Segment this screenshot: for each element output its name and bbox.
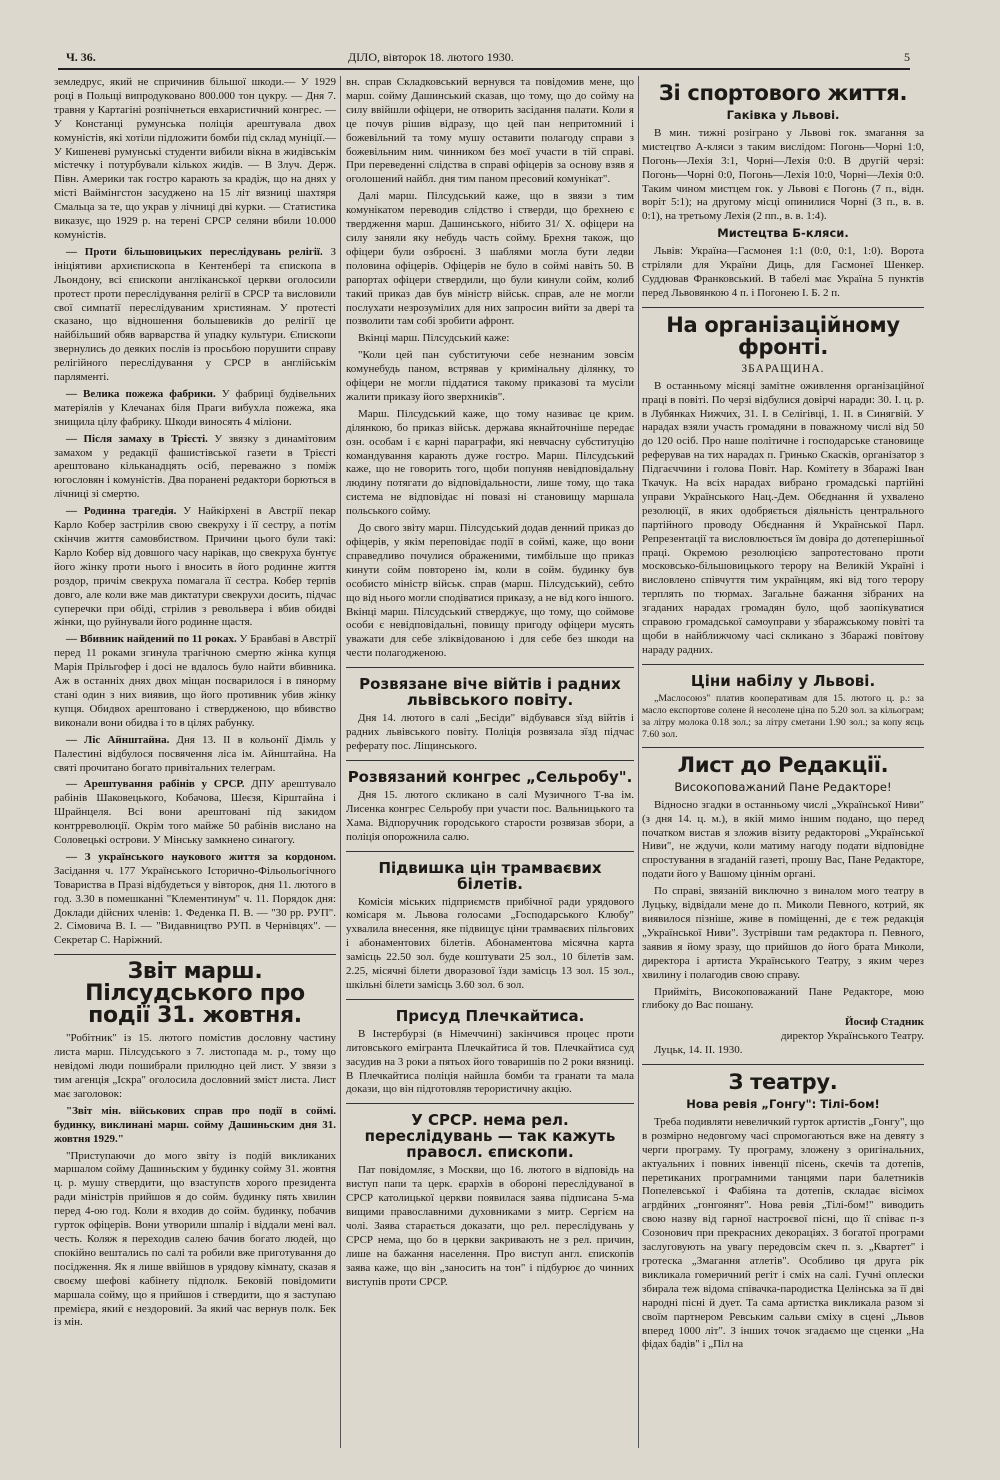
news-item [54, 734, 336, 776]
header-rule [58, 68, 910, 70]
letter-place-date: Луцьк, 14. II. 1930. [654, 1044, 743, 1057]
news-lead: — Проти більшовицьких переслідувань релігії. [66, 245, 323, 258]
news-text: ДПУ арештувало рабінів Шаковецького, Кобачова, Шеєзя, Кірштайна і Шрайнцеля. Всі вони арештовані під закидом контрреволюції. Окрім того майже 50 рабінів вислано на Соловецькі острови. У Мінську замкнено синагогу. [54, 778, 336, 847]
news-text: У фабриці будівельних матеріялів у Клечанах біля Праги вибухла пожежа, яка знищила цілу фабрику. Шкоди виносять 4 міліони. [54, 387, 336, 428]
column-2 [346, 76, 634, 1456]
article-quote-title: "Звіт мін. військових справ про події в соймі. будинку, виклинані марш. сойму Дашиньским дня 31. жовтня 1929." [54, 1104, 336, 1145]
divider [346, 760, 634, 761]
letter-headline: Лист до Редакції. [677, 752, 889, 777]
letter-paragraph: Прийміть, Високоповажаний Пане Редакторе, мою глибоку до Вас пошану. [642, 985, 924, 1012]
article-paragraph: вн. справ Складковський вернувся та повідомив мене, що марш. сойму Дашинський сказав, що тому, що до сойму на силу ввійшли офіцери, не отворить засідання палати. Коли я це почув рішив відразу, що цей пан непритомний і божевільний та тому мушу оставити полагоду справи з божевільним ним. чинником без моєї участи в тій справі. При переведенні слідства в справі офіцерів за основу взяв я оголошений найбл. дня тим паном пресовий комунікат". [346, 76, 634, 186]
article-paragraph: Львів: Україна—Гасмонея 1:1 (0:0, 0:1, 1:0). Ворота стріляли для України Диць, для Гасмонеї Шенкер. Суддював Франковський. В табелі має Україна 5 пунктів перед Львовянкою 4 п. і Погонею І. Б. 2 п. [642, 245, 924, 299]
news-lead: — Родинна трагедія. [66, 505, 177, 518]
article-headline: У СРСР. нема рел. переслідувань — так кажуть правосл. єпископи. [364, 1111, 616, 1162]
column-3 [642, 76, 924, 1456]
article-headline: Розвязане віче війтів і радних львівського повіту. [359, 675, 621, 710]
news-text: Засідання ч. 177 Українського Історично-Фільольогічного Товариства в Празі відбудеться у вівторок, дня 11. лютого в год. 3.30 в помешканні "Клементинум" ч. 11. Порядок дня: Доклади дійсних членів: 1. Феденка П. В. — "30 рр. РУП". 2. Сімовича В. І. — "Видавництво РУП. в Чернівцях". — Секретар С. Наріжний. [54, 864, 336, 947]
news-lead: — З українського наукового життя за кордоном. [66, 850, 336, 863]
news-item [54, 778, 336, 848]
divider [346, 1103, 634, 1104]
article-paragraph: "Робітник" із 15. лютого помістив дословну частину листа марш. Пілсудського з 7. листопада м. р., тому що невідомі люди пошибрали прилюдно цей лист. У звязи з тим агенція „Іскра" оголосила дословний зміст листа. Лист має заголовок: [54, 1032, 336, 1100]
column-divider [340, 76, 341, 1448]
news-item [54, 388, 336, 430]
article-headline: Присуд Плечкайтиса. [395, 1006, 585, 1025]
letter-paragraph: По справі, звязаній виключно з виналом мого театру в Луцьку, відвідали мене до п. Миколи Певного, котрий, як виявилося пізніше, живе в поміщенні, де є теж редакція „Української Ниви". Зустрівши там редактора п. Певного, заявив я йому зразу, що прийшов до його брата Миколи, директора і артиста Українського Театру, з яким через хвилину і полагодив свою справу. [642, 885, 924, 981]
news-lead: — Велика пожежа фабрики. [66, 387, 216, 400]
divider [642, 307, 924, 308]
sport-subheadline: Мистецтва Б-кляси. [717, 226, 849, 241]
news-item [54, 433, 336, 503]
news-text: У Бравбаві в Австрії перед 11 роками згинула трагічною смертю жінка купця Марія Прільгофер і досі не вдалось було найти вбивника. Аж в останніх днях двох міщан посварилося і в пянорму стані один з них виявив, що його противник убив жінку купця. Обидвох арештовано і ствердженою, що вбивство виконали вони обидва і то в цілях рабунку. [54, 633, 336, 729]
news-lead: — Арештування рабінів у СРСР. [66, 778, 245, 791]
news-text: Дня 13. II в кольонії Дімль у Палестині відбулося посвячення ліса ім. Айнштайна. На святі прочитано богато привітальних телеграм. [54, 733, 336, 774]
article-headline: Розвязаний конгрес „Сельробу". [347, 767, 633, 786]
article-paragraph: Дня 14. лютого в салі „Бесіди" відбувався зїзд війтів і радних львівського повіту. Поліція розвязала зїзд підчас реферату пос. Ліщинського. [346, 712, 634, 752]
letter-paragraph: Відносно згадки в останньому числі „Української Ниви" (з дня 14. ц. м.), в якій мимо іншим подано, що перед початком вистав я зложив візиту редакторові „Української Ниви", не ждучи, коли матиму нагоду подати відповідне спростування в згаданій газеті, прошу Вас, Пане Редакторе, подати його у Вашому ціннім органі. [642, 798, 924, 881]
prices-headline: Ціни набілу у Львові. [690, 671, 876, 690]
article-paragraph: Пат повідомляє, з Москви, що 16. лютого в відповідь на виступ папи та церк. єрархів в обороні переслідуваної в СРСР католицької церкви появилася заява підписана 5-ма вищими православними духовниками з митр. Сергієм на чолі. Заява старається доказати, що рел. переслідувань у СРСР нема, що бо в церкви закривають не з рел. причин, лише на бажання населення. Про виступ англ. єпископів заява каже, що він „заносить на тон" і підбурює до чинних виступів проти СРСР. [346, 1164, 634, 1288]
news-intro: земледрус, який не спричинив більшої шкоди.— У 1929 році в Польщі випродуковано 800.000 тон цукру. — Дня 7. травня у Картагіні розпічнеться евхаристичний конгрес. — У Констанці румунська поліція арештувала двох комуністів, які хотіли підложити бомби під склад муніції.— У Кишеневі румунські студенти вибили вікна в жидівськім містечку і потурбували кількох жидів. — В Злуч. Держ. Півн. Америки так гостро карають за крадіж, що на днях у місті Ваймінгстон засуджено на 15 літ вязниці шахтяря Смальца за те, що украв у лічниці дві курки. — Статистика виказує, що 1929 р. на терені СРСР селяни вбили 10.000 комуністів. [54, 76, 336, 241]
article-paragraph: Треба подивляти невеличкий гурток артистів „Гонгу", що в розмірно недовгому часі спромогаються вже на девяту з черги програму. Ту програму, зложену з оригінальних, актуальних і повних інвенції пісень, скечів та дотепів, перетиканих програмними танцями пари балетників Попелевської і Фабіяна та дотепів, складає вісімох агрдйних „гонгоянят". Нова ревія „Тілі-бом!" виводить свою назву від гарної настроєвої пісні, що її співає п-з Созонович при прекрасних декораціях. З богатої програми заслуговують на увагу передовсім скеч п. з. „Квартет" і гротеска „Змагання атлетів". Особливо ця друга рік викликала гомеричний регіт і сміх на салі. Гучні оплески збирала теж відома співачка-пародистка Целінська за її дві народні пісні й дует. Та сама артистка викликала разом зі своїм партнером Ревським сальви сміху в сцені „Львов вперед 1000 літ". З інших точок згадаємо ще сценки „На фідах бадів" і „Піл на [642, 1115, 924, 1351]
pilsudski-headline: Звіт марш. Пілсудського про події 31. жовтня. [85, 959, 305, 1029]
article-paragraph: В Інстербурзі (в Німеччині) закінчився процес проти литовського емігранта Плечкайтиса й тов. Плечкайтиса суд засудив на 3 роки а пятьох його товаришів по 2 роки вязниці. В Плечкайтиса поліція найшла бомби та гранати та мала докази, що він підготовляв терористичну акцію. [346, 1027, 634, 1096]
article-paragraph: Вкінці марш. Пілсудський каже: [358, 332, 510, 345]
page-number: 5 [904, 50, 910, 64]
news-item [54, 851, 336, 948]
org-subheadline: ЗБАРАЩИНА. [741, 362, 825, 375]
article-paragraph: Комісія міських підприємств прибічної ради урядового комісаря м. Львова голосами „Господарського Клюбу" ухвалила внесення, яке підвищує ціни трамваєвих пільгових і абонаментових білетів. Абонаментова місячна карта замісць 22.50 зол. буде коштувати 25 зол., 10 білетів зам. 2.25, місячні білети дворазової їзди замісць 13 зол. 15 зол., шкільні білети замісць 3.60 зол. 6 зол. [346, 895, 634, 991]
column-divider [638, 76, 639, 1448]
article-paragraph: До свого звіту марш. Пілсудський додав денний приказ до офіцерів, у якім переповідає події в соймі, каже, що вони справедливо почулися ображеними, тимбільше що приказ кинути сойм повторено ім, коли в сойм. будинку був особисто міністр військ. справ (марш. Пілсудський), себто що від нього могли сподіватися приказу, а не від кого іншого. Вкінці марш. Пілсудський стверджує, що тому, що соймове особи є невідповідальні, повищу пригоду офіцери мусять уважати для себе зліквідованою і для себе без шкоди на чести полагодженою. [346, 522, 634, 660]
divider [642, 1064, 924, 1065]
letter-signature: Йосиф Стадник [844, 1016, 924, 1029]
article-paragraph: В останньому місяці замітне оживлення організаційної праці в повіті. По черзі відбулися довірчі наради: 30. І. ц. р. в Лубянках Нижчих, 31. І. в Селігівці, 1. II. в Синягвій. У нарадах взяли участь громадяни в поважному числі від 50 до 120 осіб. Про наше політичне і господарське становище реферував на тих нарадах п. Гринько Скасків, організатор з Підгаєччини і голова Повіт. Нар. Комітету в Збаражі Іван Ткачук. На всіх нарадах вибрано громадські партійні управи Українського Нац.-Дем. Обєднання й ухвалено резолюції, в яких одобряється діяльність центрального партійного проводу Обєднання й Української Парл. Репрезентації та висловлюється їм довіра до дотеперішньої праці. Окремою резолюцією запротестовано проти московсько-більшовицького терору на Великій Україні і висловлено співчуття тим українцям, які від того терору терплять по тюрмах. Загальне бажання зібраних на згаданих нарадах громадян було, щоб заопікуватися справою громадської самоуправи у збаражському повіті та щоби в найближчому часі скликано з Збаражі повітову нараду радних. [642, 379, 924, 656]
news-lead: — Після замаху в Трієсті. [66, 432, 208, 445]
article-paragraph: "Приступаючи до мого звіту із подій викликаних маршалом сойму Дашиньским у будинку сойму 31. жовтня ц. р. мушу ствердити, що взаступств хорого президента ради міністрів прийшов я до сойм. будинку пять хвилин перед 4-ою год. Коли я входив до сойм. будинку, побачив гурток офіцерів. Вони утворили шпалір і віддали мені вал. честь. Коляж я переходив салею бачив богато людей, що спокійно вештались по салі та робили вже приготування до посідження. Як я лише ввійшов в урядову кімнату, сказав я своєму шефові кабінету підполк. Бековій повідомити маршала сойму, що я прийшов і ствердити, що я заступаю премієра, який є нездоровий. За який час вернув полк. Бек із мін. [54, 1149, 336, 1329]
news-text: У звязку з динамітовим замахом у редакції фашистівської газети в Трієсті арештовано кільканадцять осіб, переважно з поміж югословян і комуністів. Два поранені редактори борються в лічниці зі смертю. [54, 432, 336, 501]
article-paragraph: В мин. тижні розіграно у Львові гок. змагання за мистецтво А-кляси з таким вислідом: Погонь—Чорні 1:0, Погонь—Лехія 3:1, Чорні—Лехія 0:0. В другій черзі: Погонь—Чорні 0:0, Погонь—Лехія 10:0, Чорні—Лехія 0:0. Таким чином мистцем гок. у Львові є Погонь (7 п., відн. воріт 5:1); на другому місці опинилися Чорні (3 п., в. в. 0:1), на третьому Лехія (2 пп., в. в. 1:4). [642, 126, 924, 223]
theatre-subheadline: Нова ревія „Гонгу": Тілі-бом! [686, 1097, 880, 1112]
article-paragraph: "Коли цей пан субституючи себе незнаним зовсім комунебудь паном, встрявав у кримінальну ділянку, то офіцери не могли піддатися такому приказові та мусіли жалити приказу його зверхників". [346, 349, 634, 403]
news-item [54, 505, 336, 630]
divider [642, 747, 924, 748]
page-header [58, 50, 910, 68]
sport-headline: Зі спортового життя. [658, 81, 908, 105]
divider [642, 664, 924, 665]
news-text: У Найкірхені в Австрії пекар Карло Кобер застрілив свою свекруху і її сестру, а потім скінчив життя самовбиством. Причини цього були такі: Карло Кобер від довшого часу нарікав, що свекруха бунтує його жінку проти нього і вносить в його родинне життя роздор, причім свекруха помагала її сестра. Кобер терпів довго, але коли вже мав диктатури свекрухи досить, підчас суперечки при обіді, стрілив з револьвера і вбив обидві жінки, що руйнували його родинне щастя. [54, 505, 336, 629]
issue-number: Ч. 36. [66, 50, 96, 64]
divider [54, 954, 336, 955]
letter-greeting: Високоповажаний Пане Редакторе! [674, 779, 892, 794]
news-lead: — Ліс Айнштайна. [66, 733, 170, 746]
sport-subheadline: Гаківка у Львові. [726, 108, 840, 122]
org-headline: На організаційному фронті. [666, 312, 900, 359]
theatre-headline: З театру. [728, 1070, 838, 1095]
masthead: ДІЛО, вівторок 18. лютого 1930. [348, 50, 514, 64]
news-item [54, 246, 336, 385]
letter-signature-title: директор Українського Театру. [781, 1030, 924, 1043]
column-1 [54, 76, 336, 1456]
news-text: З ініціятиви архиєпископа в Кентенбері та єпископа в Льондону, всі єпископи англіканської церкви оголосили протест проти переслідування релігії в СРСР та висловили свої симпатії переслідуваним християнам. У протесті сказано, що відношення большевиків до релігії це найбільший обяв варварства й упадку культури. Єпископи звернулись до деяких послів із просьбою порушити справу релігійного переслідування у СРСР в англійськім парляменті. [54, 245, 336, 384]
article-paragraph: Дня 15. лютого скликано в салі Музичного Т-ва ім. Лисенка конгрес Сельробу при участи пос. Вальницького та Хама. Відпоручник городського старости розвязав збори, а поліція опорожнила салю. [346, 788, 634, 843]
prices-text: „Маслосоюз" платив кооперативам для 15. лютого ц. р.: за масло експортове солене й несолене ціна по 5.20 зол. за кільограм; за літру молока 0.18 зол.; за літру сметани 1.90 зол.; за копу яєць 7.60 зол. [642, 692, 924, 740]
article-headline: Підвишка цін трамваєвих білетів. [378, 858, 602, 893]
article-paragraph: Далі марш. Пілсудський каже, що в звязи з тим комунікатом переводив слідство і стверди, що брехнею є твердження марш. Дашинського, нібито 31/ X. офіцери на силу заняли яку небудь часть сойму. Брехня також, що офіцери були озброєні. З шаблями могла бути ледви половина офіцерів. Офіцерів не було в соймі навіть 50. В рапортах офіцери ствердили, що були кинули сойм, колиб такий приказ дав був міністр військ. справ, але не могли послухати незрозумілих для них запросин вийти за двері та позволити там собі зробити афронт. [346, 190, 634, 328]
divider [346, 667, 634, 668]
divider [346, 999, 634, 1000]
news-item [54, 633, 336, 730]
article-paragraph: Марш. Пілсудський каже, що тому називає це крим. ділянкою, бо приказ військ. держава якнайточніше передає озн. особам і є карні параграфи, які невчасну субституцію командування карають дуже гостро. Марш. Пілсудський каже, що не говорить того, щоби попуняв невідповідальну людину потягати до відповідальности, лише тому, що така система не відповідає ні повазі ні становищу маршала польського сойму. [346, 407, 634, 518]
divider [346, 851, 634, 852]
news-lead: — Вбивник найдений по 11 роках. [66, 633, 237, 646]
